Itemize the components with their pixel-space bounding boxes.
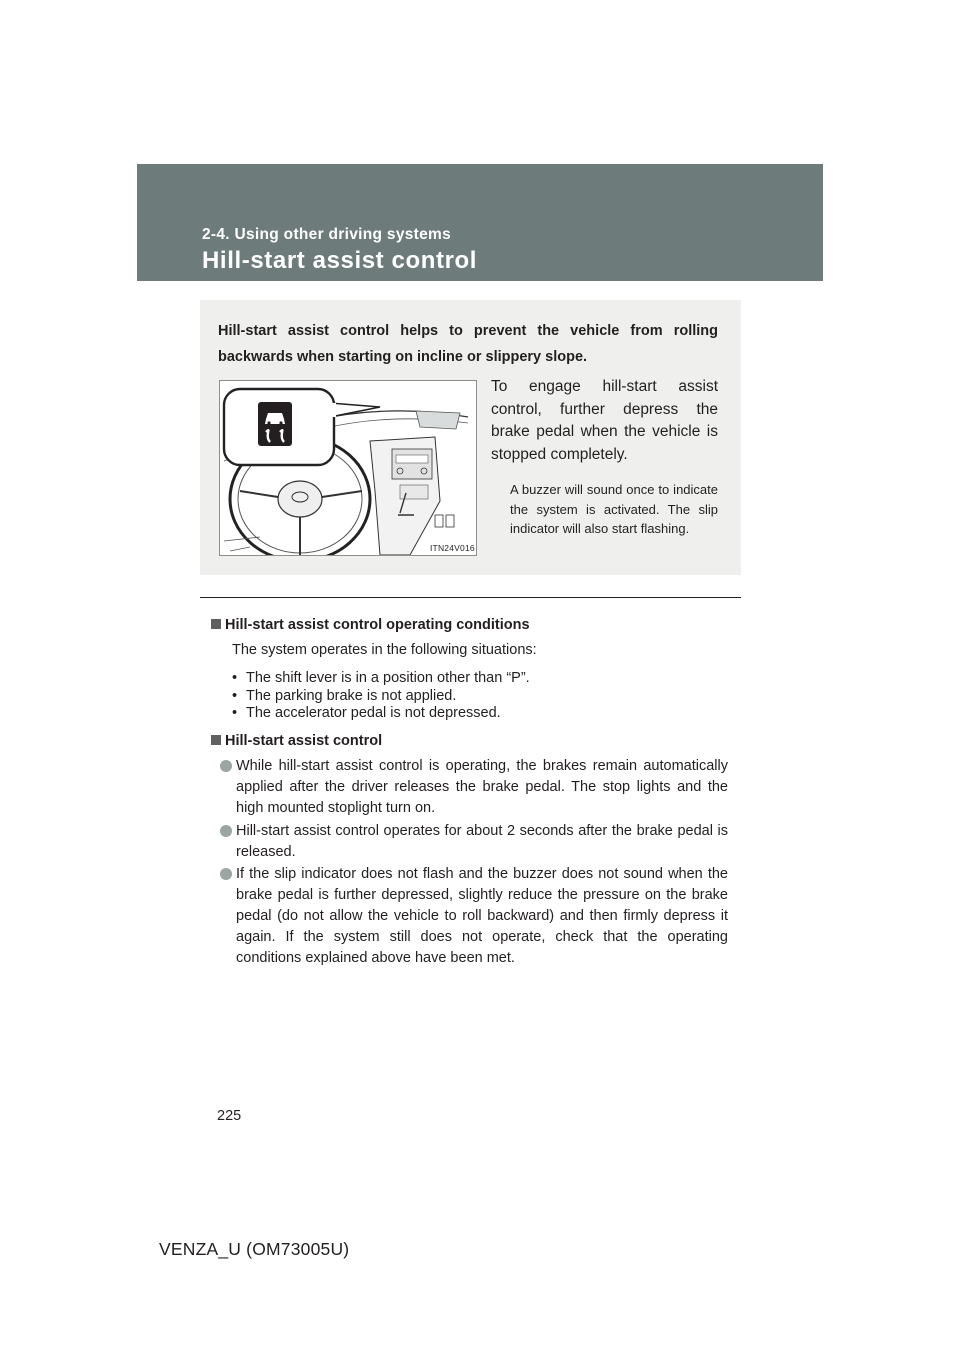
slip-indicator-icon: [258, 402, 292, 446]
section-intro: The system operates in the following situations:: [232, 642, 537, 658]
section-heading-text: Hill-start assist control: [225, 733, 383, 749]
circle-bullet-icon: [220, 868, 232, 880]
section-heading: [211, 617, 530, 633]
page-title: Hill-start assist control: [202, 247, 478, 274]
section-label: 2-4. Using other driving systems: [202, 226, 452, 243]
section-heading: [211, 733, 382, 749]
divider: [200, 597, 741, 598]
square-bullet-icon: [211, 619, 221, 629]
step-text: To engage hill-start assist control, further depress the brake pedal when the vehicle is stopped completely.: [491, 378, 718, 463]
condition-list: [232, 670, 530, 723]
figure-code: ITN24V016: [430, 543, 475, 553]
circle-bullet-icon: [220, 760, 232, 772]
list-item: While hill-start assist control is operating, the brakes remain automatically applied after the driver releases the brake pedal. The stop lights and the high mounted stoplight turn on.: [220, 756, 728, 819]
step-note: A buzzer will sound once to indicate the system is activated. The slip indicator will also start flashing.: [510, 482, 718, 536]
document-code: VENZA_U (OM73005U): [159, 1239, 350, 1259]
list-item: Hill-start assist control operates for about 2 seconds after the brake pedal is released.: [220, 821, 728, 863]
list-item: • The parking brake is not applied.: [232, 687, 457, 704]
section-heading-text: Hill-start assist control operating conditions: [225, 617, 530, 633]
list-item: • The shift lever is in a position other than “P”.: [232, 670, 530, 686]
list-item: If the slip indicator does not flash and the buzzer does not sound when the brake pedal is further depressed, slightly reduce the pressure on the brake pedal (do not allow the vehicle to roll backward) and then firmly depress it again. If the system still does not operate, check that the operating conditions explained above have been met.: [220, 864, 728, 969]
list-item: • The accelerator pedal is not depressed.: [232, 705, 501, 721]
dashboard-illustration: [219, 380, 477, 556]
square-bullet-icon: [211, 735, 221, 745]
page-number: 225: [217, 1108, 242, 1124]
circle-bullet-icon: [220, 825, 232, 837]
intro-text: Hill-start assist control helps to prevent the vehicle from rolling backwards when starting on incline or slippery slope.: [218, 323, 718, 365]
